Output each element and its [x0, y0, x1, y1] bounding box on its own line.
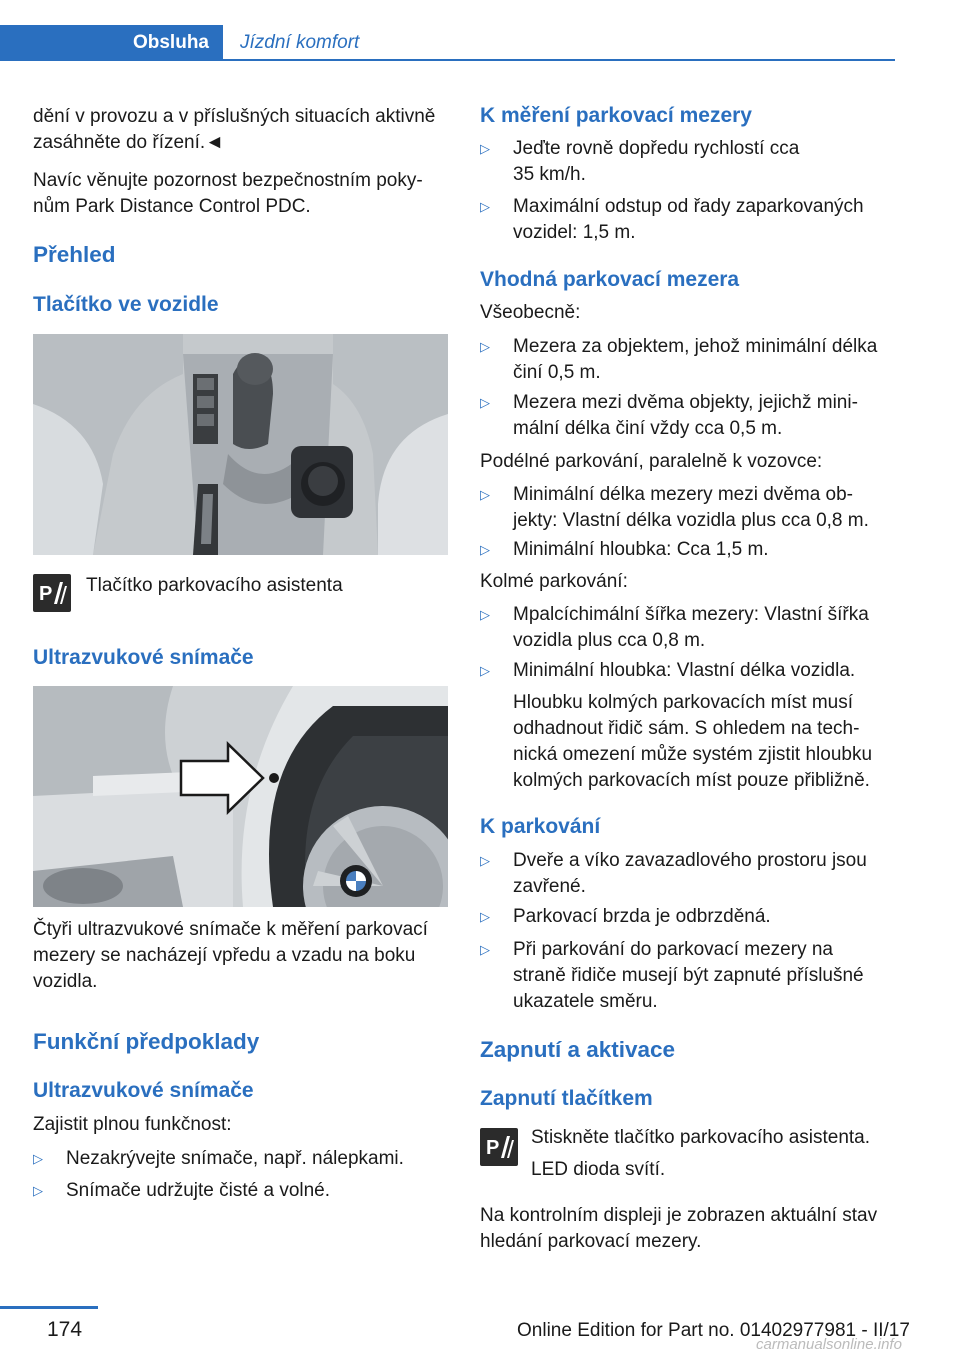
text-line: kolmých parkovacích míst pouze přibližně. — [513, 770, 870, 791]
text-line: ukazatele směru. — [513, 991, 658, 1012]
text-line: Mezera mezi dvěma objekty, jejichž mini‐ — [513, 392, 858, 413]
text-line: Navíc věnujte pozornost bezpečnostním poky‐ — [33, 170, 423, 191]
text-line: odhadnout řidič sám. S ohledem na tech‐ — [513, 718, 860, 739]
text-line: 35 km/h. — [513, 164, 586, 185]
text-line: vozidla. — [33, 971, 98, 992]
heading-prehled: Přehled — [33, 242, 116, 267]
text-line: Maximální odstup od řady zaparkovaných — [513, 196, 864, 217]
text-line: Stiskněte tlačítko parkovacího asistenta. — [531, 1127, 871, 1148]
text-line: nická omezení může systém zjistit hloubku — [513, 744, 873, 765]
text-line: Při parkování do parkovací mezery na — [513, 939, 833, 960]
interior-console-illustration — [33, 334, 448, 555]
list-item-text — [513, 482, 903, 534]
list-item-text: Nezakrývejte snímače, např. nálepkami. — [66, 1148, 404, 1169]
text-line: Minimální hloubka: Vlastní délka vozidla. — [513, 660, 856, 681]
text-line: jekty: Vlastní délka vozidla plus cca 0,8 m. — [513, 510, 869, 531]
text-line: straně řidiče musejí být zapnuté příslušné — [513, 965, 864, 986]
bullet-triangle-icon: ▷ — [480, 395, 490, 410]
text-line: Čtyři ultrazvukové snímače k měření parkovací — [33, 919, 428, 940]
text-line: Mpalcíchimální šířka mezery: Vlastní šířka — [513, 604, 869, 625]
press-button-instruction — [531, 1125, 870, 1183]
heading-vhodna: Vhodná parkovací mezera — [480, 268, 740, 291]
heading-snimace: Ultrazvukové snímače — [33, 646, 254, 669]
list-item-text — [513, 334, 903, 386]
text-line: LED dioda svítí. — [531, 1159, 666, 1180]
tab-jizdni-komfort[interactable] — [240, 25, 359, 61]
interior-console-photo — [33, 334, 448, 555]
watermark: carmanualsonline.info — [756, 1336, 902, 1353]
list-item-text — [513, 904, 903, 930]
text-line: vozidla plus cca 0,8 m. — [513, 630, 706, 651]
intro-paragraph-1 — [33, 104, 435, 156]
tab-obsluha[interactable] — [0, 25, 223, 61]
zajistit-text: Zajistit plnou funkčnost: — [33, 1114, 232, 1135]
heading-zapnuti-tlacitkem: Zapnutí tlačítkem — [480, 1087, 653, 1110]
bumper-sensor-illustration — [33, 686, 448, 907]
bullet-triangle-icon: ▷ — [480, 942, 490, 957]
sensors-description — [33, 917, 428, 995]
footer-rule — [0, 1306, 98, 1309]
heading-snimace-2: Ultrazvukové snímače — [33, 1079, 254, 1102]
list-item-text — [513, 937, 903, 1015]
bullet-triangle-icon: ▷ — [480, 339, 490, 354]
svg-text:P: P — [486, 1137, 500, 1159]
text-line: vozidel: 1,5 m. — [513, 222, 636, 243]
bumper-sensor-photo — [33, 686, 448, 907]
page-number: 174 — [47, 1318, 83, 1341]
text-line: zasáhněte do řízení.◄ — [33, 132, 224, 153]
text-line: dění v provozu a v příslušných situacích aktivně — [33, 106, 436, 127]
text-line: Mezera za objektem, jehož minimální délka — [513, 336, 878, 357]
text-line: Dveře a víko zavazadlového prostoru jsou — [513, 850, 867, 871]
kolme-label: Kolmé parkování: — [480, 571, 628, 592]
bullet-triangle-icon: ▷ — [480, 909, 490, 924]
text-line: nům Park Distance Control PDC. — [33, 196, 311, 217]
svg-text:P: P — [39, 583, 53, 605]
bullet-triangle-icon: ▷ — [480, 853, 490, 868]
text-line: Jeďte rovně dopředu rychlostí cca — [513, 138, 800, 159]
bullet-triangle-icon: ▷ — [480, 663, 490, 678]
edition-text: Online Edition for Part no. 01402977981 - II/17 — [517, 1320, 910, 1341]
kolme-note — [513, 690, 903, 794]
text-line: zavřené. — [513, 876, 586, 897]
final-paragraph — [480, 1203, 877, 1255]
heading-mereni: K měření parkovací mezery — [480, 104, 752, 127]
tab-jizdni-komfort-label: Jízdní komfort — [240, 32, 360, 53]
list-item-text — [513, 136, 903, 188]
text-line: Minimální hloubka: Cca 1,5 m. — [513, 539, 769, 560]
list-item-text — [513, 848, 903, 900]
list-item-text — [513, 194, 903, 246]
list-item-text: Snímače udržujte čisté a volné. — [66, 1180, 331, 1201]
parking-assistant-icon — [480, 1128, 518, 1166]
heading-zapnuti: Zapnutí a aktivace — [480, 1037, 676, 1062]
bullet-triangle-icon: ▷ — [480, 141, 490, 156]
heading-tlacitko: Tlačítko ve vozidle — [33, 293, 219, 316]
text-line: činí 0,5 m. — [513, 362, 601, 383]
bullet-triangle-icon: ▷ — [480, 487, 490, 502]
header-rule — [0, 59, 895, 61]
bullet-triangle-icon: ▷ — [480, 199, 490, 214]
podelne-label: Podélné parkování, paralelně k vozovce: — [480, 451, 823, 472]
text-line: Parkovací brzda je odbrzděná. — [513, 906, 771, 927]
bullet-triangle-icon: ▷ — [33, 1151, 43, 1166]
heading-predpoklady: Funkční předpoklady — [33, 1029, 260, 1054]
intro-paragraph-2 — [33, 168, 423, 220]
text-line: Hloubku kolmých parkovacích míst musí — [513, 692, 854, 713]
bullet-triangle-icon: ▷ — [480, 607, 490, 622]
vseobecne-label: Všeobecně: — [480, 302, 581, 323]
list-item-text — [513, 537, 903, 563]
list-item-text — [513, 390, 903, 442]
bullet-triangle-icon: ▷ — [480, 542, 490, 557]
list-item-text — [513, 602, 903, 654]
button-caption: Tlačítko parkovacího asistenta — [86, 575, 343, 596]
text-line: hledání parkovací mezery. — [480, 1231, 702, 1252]
parking-assistant-icon — [33, 574, 71, 612]
bullet-triangle-icon: ▷ — [33, 1183, 43, 1198]
text-line: Na kontrolním displeji je zobrazen aktuální stav — [480, 1205, 878, 1226]
text-line: Minimální délka mezery mezi dvěma ob‐ — [513, 484, 854, 505]
text-line: mezery se nacházejí vpředu a vzadu na boku — [33, 945, 416, 966]
text-line: mální délka činí vždy cca 0,5 m. — [513, 418, 783, 439]
list-item-text — [513, 658, 903, 684]
tab-obsluha-label: Obsluha — [132, 32, 209, 53]
heading-k-parkovani: K parkování — [480, 815, 601, 838]
